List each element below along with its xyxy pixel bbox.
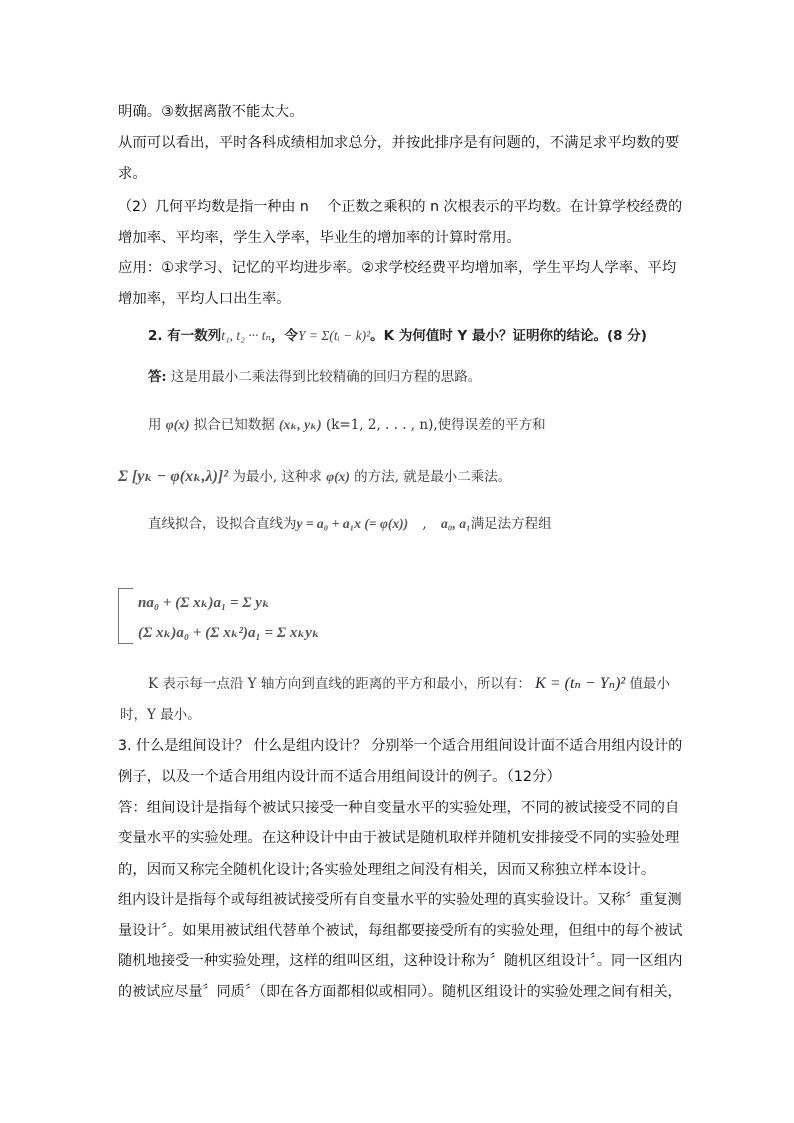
equation-system-brace	[118, 588, 133, 644]
text: 用	[148, 417, 162, 433]
equation-text: (Σ xₖ)a₀ + (Σ xₖ²)a₁ = Σ xₖyₖ	[138, 625, 320, 641]
sum-squares-formula: Σ [yₖ − φ(xₖ,λ)]²	[118, 468, 229, 485]
text: K 表示每一点沿 Y 轴方向到直线的距离的平方和最小，所以有：	[148, 676, 531, 692]
q2-answer	[148, 368, 481, 386]
line-formula: y = a₀ + a₁x (= φ(x))	[296, 516, 409, 531]
y-sum-formula: Y = Σ(tᵢ − k)²	[297, 328, 371, 343]
paragraph-line: 的被试应尽量〞同质〞（即在各方面都相似或相同）。随机区组设计的实验处理之间有相关，	[118, 984, 682, 1000]
paragraph-line: 从而可以看出，平时各科成绩相加求总分，并按此排序是有问题的，不满足求平均数的要	[118, 135, 680, 151]
sequence-formula: t₁, t₂ ··· tₙ	[221, 328, 271, 343]
q2-fit-line	[148, 416, 546, 434]
text: 的方法, 就是最小二乘法。	[354, 469, 512, 485]
phi-formula: φ(x)	[165, 417, 190, 432]
phi-formula: φ(x)	[326, 469, 350, 484]
equation-1	[138, 594, 270, 612]
q2-k-end: 时，Y 最小。	[120, 707, 201, 723]
paragraph-line: 增加率、平均率，学生入学率，毕业生的增加率的计算时常用。	[118, 230, 521, 246]
text: 拟合已知数据	[193, 417, 275, 433]
paragraph-line: 应用：①求学习、记忆的平均进步率。②求学校经费平均增加率，学生平均人学率、平均	[118, 260, 677, 276]
q2-k-line	[148, 675, 670, 693]
paragraph-line: 求。	[118, 166, 147, 182]
paragraph-line: 例子，以及一个适合用组内设计而不适合用组间设计的例子。（12分）	[118, 769, 561, 785]
text: 直线拟合，设拟合直线为	[148, 516, 297, 532]
question-2-heading	[148, 327, 647, 345]
k-formula: K = (tₙ − Yₙ)²	[535, 675, 626, 692]
paragraph-line: 3. 什么是组间设计？ 什么是组内设计？ 分别举一个适合用组间设计面不适合用组内设计的	[118, 738, 683, 754]
paragraph-line: 随机地接受一种实验处理，这样的组叫区组，这种设计称为〞随机区组设计〞。同一区组内	[118, 953, 683, 969]
q2-let: ，令	[270, 328, 298, 344]
q2-line-fit: 直线拟合，设拟合直线为y = a₀ + a₁x (= φ(x)) , a₀, a₁满足法方程组	[148, 516, 552, 532]
text: 满足法方程组	[470, 516, 552, 532]
text: 值最小	[629, 676, 670, 692]
paragraph-line: （2）几何平均数是指一种由 n 个正数之乘积的 n 次根表示的平均数。在计算学校经费的	[118, 199, 683, 215]
paragraph-line: 组内设计是指每个或每组被试接受所有自变量水平的实验处理的真实验设计。又称〞重复测	[118, 892, 682, 908]
text: 使得误差的平方和	[437, 417, 546, 433]
q2-prefix: 2. 有一数列	[148, 328, 222, 344]
paragraph-line: 量设计〞。如果用被试组代替单个被试，每组都要接受所有的实验处理，但组中的每个被试	[118, 923, 683, 939]
answer-label: 答:	[148, 369, 167, 385]
text: 为最小, 这种求	[232, 469, 322, 485]
paragraph-line: 变量水平的实验处理。在这种设计中由于被试是随机取样并随机安排接受不同的实验处理	[118, 830, 680, 846]
q2-suffix: 。K 为何值时 Y 最小？证明你的结论。(8 分)	[370, 328, 647, 344]
coefficients: a₀, a₁	[441, 516, 471, 531]
equation-text: na₀ + (Σ xₖ)a₁ = Σ yₖ	[138, 595, 270, 611]
paragraph-line: 明确。③数据离散不能太大。	[118, 104, 304, 120]
q2-sum-line	[118, 468, 511, 486]
data-point-formula: (xₖ, yₖ)	[279, 417, 322, 432]
paragraph-line: 答：组间设计是指每个被试只接受一种自变量水平的实验处理，不同的被试接受不同的自	[118, 800, 680, 816]
paragraph-line: 增加率，平均人口出生率。	[118, 291, 291, 307]
text: (k=1, 2, . . . , n),	[325, 417, 438, 433]
paragraph-line: 的，因而又称完全随机化设计;各实验处理组之间没有相关，因而又称独立样本设计。	[118, 862, 656, 878]
answer-text: 这是用最小二乘法得到比较精确的回归方程的思路。	[170, 369, 482, 385]
equation-2	[138, 624, 320, 642]
